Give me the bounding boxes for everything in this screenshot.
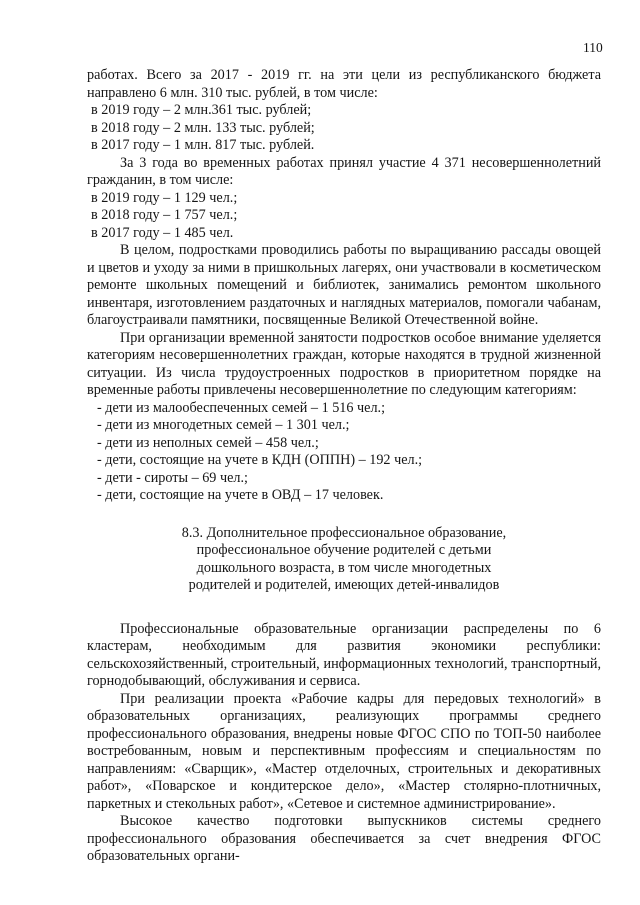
list-item-category-orphans: - дети - сироты – 69 чел.;: [97, 469, 248, 486]
list-item-category-low-income: - дети из малообеспеченных семей – 1 516 чел.;: [97, 399, 386, 416]
paragraph-participants-intro: За 3 года во временных работах принял участие 4 371 несовершеннолетний гражданин, в том числе:: [87, 154, 601, 188]
list-item-participants-2017: в 2017 году – 1 485 чел.: [91, 224, 234, 241]
section-heading-line: дошкольного возраста, в том числе многодетных: [196, 559, 492, 576]
section-heading-line: 8.3. Дополнительное профессиональное образование,: [181, 524, 507, 541]
page-number: 110: [583, 40, 603, 55]
section-heading-line: профессиональное обучение родителей с детьми: [196, 542, 492, 558]
paragraph-quality: Высокое качество подготовки выпускников системы среднего профессионального образования обеспечивается за счет внедрения ФГОС образовательных органи-: [87, 813, 601, 864]
list-item-category-large-families: - дети из многодетных семей – 1 301 чел.;: [97, 417, 350, 433]
section-heading: [87, 525, 601, 595]
list-item-category-kdn: - дети, состоящие на учете в КДН (ОППН) – 192 чел.;: [97, 452, 423, 468]
list-item-participants-2019: в 2019 году – 1 129 чел.;: [91, 189, 238, 206]
section-heading-line: родителей и родителей, имеющих детей-инвалидов: [188, 577, 500, 593]
paragraph-project-workforce: При реализации проекта «Рабочие кадры для передовых технологий» в образовательных организациях, реализующих программы среднего профессионального образования, внедрены новые ФГОС СПО по ТОП-50 наиболее востребованным, новым и перспективным профессиям и специальностям по направлениям: «Сварщик», «Мастер отделочных, строительных и декоративных работ», «Поварское и кондитерское дело», «Мастер столярно-плотничных, паркетных и стекольных работ», «Сетевое и системное администрирование».: [87, 690, 601, 812]
paragraph-budget-intro: работах. Всего за 2017 - 2019 гг. на эти цели из республиканского бюджета направлено 6 млн. 310 тыс. рублей, в том числе:: [87, 67, 601, 101]
paragraph-clusters: Профессиональные образовательные организации распределены по 6 кластерам, необходимым для развития экономики республики: сельскохозяйственный, строительный, информационных технологий, транспортный, горнодобывающий, обслуживания и сервиса.: [87, 620, 601, 689]
list-item-budget-2017: в 2017 году – 1 млн. 817 тыс. рублей.: [91, 137, 315, 153]
list-item-budget-2019: в 2019 году – 2 млн.361 тыс. рублей;: [91, 102, 312, 118]
list-item-participants-2018: в 2018 году – 1 757 чел.;: [91, 207, 238, 223]
list-item-category-single-parent: - дети из неполных семей – 458 чел.;: [97, 434, 319, 451]
page-body: [87, 67, 601, 866]
paragraph-works-description: В целом, подростками проводились работы по выращиванию рассады овощей и цветов и уходу за ними в пришкольных лагерях, они участвовали в косметическом ремонте школьных помещений и библиотек, занимались ремонтом школьного инвентаря, изготовлением раздаточных и наглядных материалов, помогали чабанам, благоустраивали памятники, посвященные Великой Отечественной войне.: [87, 242, 601, 328]
list-item-category-ovd: - дети, состоящие на учете в ОВД – 17 человек.: [97, 487, 384, 503]
list-item-budget-2018: в 2018 году – 2 млн. 133 тыс. рублей;: [91, 119, 315, 136]
paragraph-categories-intro: При организации временной занятости подростков особое внимание уделяется категориям несовершеннолетних граждан, которые находятся в трудной жизненной ситуации. Из числа трудоустроенных подростков в приоритетном порядке на временные работы привлечены несовершеннолетние по следующим категориям:: [87, 329, 601, 398]
